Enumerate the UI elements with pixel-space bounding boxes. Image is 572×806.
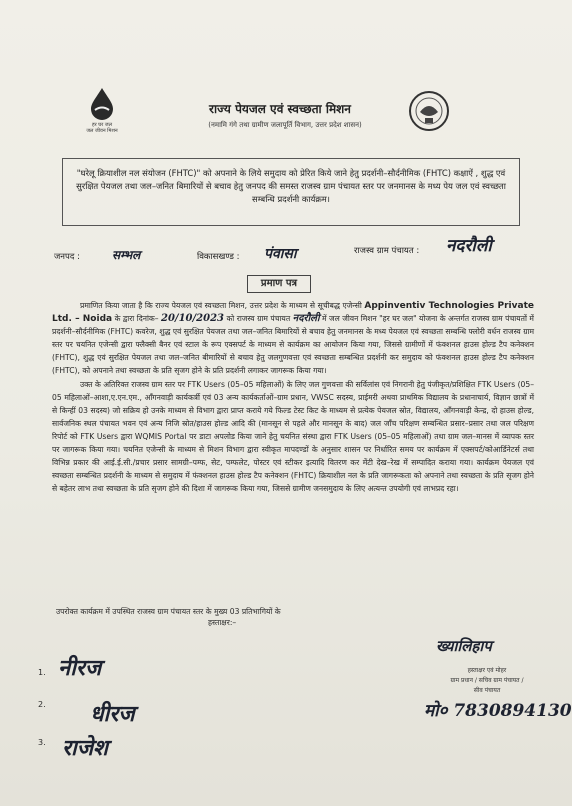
block-label: विकासखण्ड : bbox=[197, 252, 240, 262]
certificate-title: प्रमाण पत्र bbox=[247, 275, 311, 293]
water-drop-icon bbox=[78, 86, 126, 122]
department-subtitle: (नमामि गंगे तथा ग्रामीण जलापूर्ति विभाग, उत्तर प्रदेश शासन) bbox=[208, 121, 362, 129]
participant-signature: राजेश bbox=[62, 735, 108, 761]
participant-signature: नीरज bbox=[58, 655, 102, 681]
signature-caption: सीव पंचायत bbox=[473, 687, 501, 694]
agency-name: Appinventiv Technologies Private Ltd. – Noida bbox=[52, 301, 534, 324]
body-text-segment: प्रमाणित किया जाता है कि राज्य पेयजल एवं स्वच्छता मिशन, उत्तर प्रदेश के माध्यम से सूचीबद्ध एजेन्सी bbox=[80, 301, 362, 310]
mission-title: राज्य पेयजल एवं स्वच्छता मिशन bbox=[209, 102, 351, 116]
panchayat-label: राजस्व ग्राम पंचायत : bbox=[354, 246, 420, 256]
pradhan-signature: ख्यालिहाप bbox=[436, 637, 492, 655]
pradhan-designation bbox=[432, 666, 542, 696]
signatures-intro: उपरोक्त कार्यक्रम में उपस्थित राजस्व ग्राम पंचायत स्तर के मुख्य 03 प्रतिभागियों के bbox=[56, 607, 281, 616]
body-text-segment: में जल जीवन मिशन "हर घर जल" योजना के अन्तर्गत राजस्व ग्राम पंचायतों में प्रदर्शनी–सौर्दनीमिक (FHTC) कवरेज, शुद्ध एवं सुरक्षित पेयजल तथा जल–जनित बिमारियों से बचाव हेतु जनमानस के मध्य पेयजल एवं स्वच्छता सम्बन्धि फ्लोरी वर्धन राजस्व ग्राम स्तर पर चयनित एजेन्सी द्वारा फ्लैक्सी बैनर एवं स्टाल के रूप एक्सपर्ट के माध्यम से कार्यक्रम का आयोजन किया गया, जिससे ग्रामीणों में फंक्शनल हाउस होल्ड टैप कनेक्शन (FHTC), शुद्ध एवं सुरक्षित पेयजल तथा जल–जनित बीमारियों से बचाव हेतु जलगुणवत्ता एवं स्वच्छता सम्बन्धित प्रदर्शनी कर समुदाय को फंक्शनल हाउस होल्ड टैप कनेक्शन (FHTC), को अपनाने तथा स्वच्छता के प्रति सृजग होने के प्रति प्रदर्शनी लगाकर जागरूक किया गया। bbox=[52, 313, 534, 375]
block-value: पंवासा bbox=[264, 246, 297, 262]
signatures-header: हस्ताक्षर:– bbox=[208, 618, 237, 627]
district-value: सम्भल bbox=[112, 248, 141, 262]
program-date: 20/10/2023 bbox=[161, 312, 224, 324]
district-label: जनपद : bbox=[54, 252, 80, 262]
participant-number: 3. bbox=[38, 738, 46, 747]
jal-jeevan-mission-logo bbox=[78, 86, 126, 136]
participant-number: 1. bbox=[38, 668, 46, 677]
participant-signature: धीरज bbox=[90, 701, 135, 727]
paragraph-1 bbox=[52, 300, 534, 377]
program-description-box: "घरेलू क्रियाशील नल संयोजन (FHTC)" को अपनाने के लिये समुदाय को प्रेरित किये जाने हेतु प्रदर्शनी–सौर्दनीमिक (FHTC) कक्षाऐं , शुद्ध एवं सुरक्षित पेयजल तथा जल–जनित बिमारियों से बचाव हेतु जनपद की समस्त राजस्व ग्राम पंचायत स्तर पर जनमानस के मध्य पेय जल एवं स्वच्छता सम्बन्धि प्रदर्शनी कार्यक्रम। bbox=[62, 158, 520, 226]
village-name: नदरौली bbox=[292, 312, 320, 324]
body-text-segment: को राजस्व ग्राम पंचायत bbox=[226, 313, 291, 323]
logo-caption: जल जीवन मिशन bbox=[86, 128, 118, 134]
location-fields bbox=[54, 233, 534, 273]
paragraph-2: उक्त के अतिरिक्त राजस्व ग्राम स्तर पर FTK Users (05–05 महिलाओं) के लिए जल गुणवत्ता की सर्विलांस एवं निगरानी हेतु पंजीकृत/प्रशिक्षित FTK Users (05–05 महिलाओं–आशा,ए.एन.एम., आँगनवाड़ी कार्यकर्त्री एवं 03 अन्य कार्यकर्ताओं–ग्राम प्रधान, VWSC सदस्य, प्राईमरी अथवा प्राथमिक विद्यालय के प्रधानाचार्य, विज्ञान छात्रों में से किन्हीं 03 सदस्य) जो सक्रिय हो उनके माध्यम से विभाग द्वारा प्राप्त कराये गये फिल्ड टेस्ट किट के माध्यम से प्रत्येक पेयजल स्रोत, विद्यालय, आँगनवाड़ी केन्द्र, दो हाउस होल्ड, सार्वजनिक स्थल पंचायत भवन एवं अन्य निजि स्रोत/हाउस होल्ड आदि की (मानसून से पहले और मानसून के बाद) जल जाँच परिक्षण सम्बन्धित प्रसार–प्रसार तथा जल परिक्षण रिपोर्ट को FTK Users द्वारा WQMIS Portal पर डाटा अपलोड किया जाने हेतु चयनित संस्था द्वारा FTK Users (05–05 महिलाओं) तथा ग्राम जल–मानस में व्यापक स्तर पर जागरूक किया गया। चयनित एजेन्सी के माध्यम से मिशन विभाग द्वारा स्वीकृत मापदण्डों के अनुसार शासन पर निर्धारित समय पर कार्यक्रम में एक्सपर्ट/कोआर्डिनेटर्स तथा विभिन्न प्रकार की आई.ई.सी./प्रचार प्रसार सामग्री–पम्फ, सेट, पम्फलेट, पोस्टर एवं स्टीकर इत्यादि वितरण कर मेंटी देख–रेख में सम्पादित कराया गया। कार्यक्रम पेयजल एवं स्वच्छता सम्बन्धित प्रदर्शनी के माध्यम से समुदाय में फंक्शनल हाउस होल्ड टैप कनेक्शन (FHTC) क्रियाशील नल के प्रति जागरूकता को अपनाने तथा स्वच्छता के प्रति सृजग होने से बहेतर लाभ तथा स्वच्छता के प्रति सृजग होने की दिशा में जागरूक किया गया, जिससे ग्रामीण जनसमुदाय के लिए अत्यन्त उपयोगी एवं लाभप्रद रहा। bbox=[52, 380, 534, 493]
pradhan-mobile-number: मो० 7830894130 bbox=[424, 701, 572, 721]
signature-caption: हस्ताक्षर एवं मोहर bbox=[467, 667, 507, 674]
participant-number: 2. bbox=[38, 700, 46, 709]
signature-caption: ग्राम प्रधान / सचिव ग्राम पंचायत / bbox=[450, 677, 524, 684]
panchayat-value: नदरौली bbox=[446, 236, 492, 256]
body-text-segment: के द्वारा दिनांक– bbox=[114, 313, 159, 323]
certificate-body bbox=[52, 300, 534, 498]
logo-caption: हर घर जल bbox=[92, 122, 112, 128]
